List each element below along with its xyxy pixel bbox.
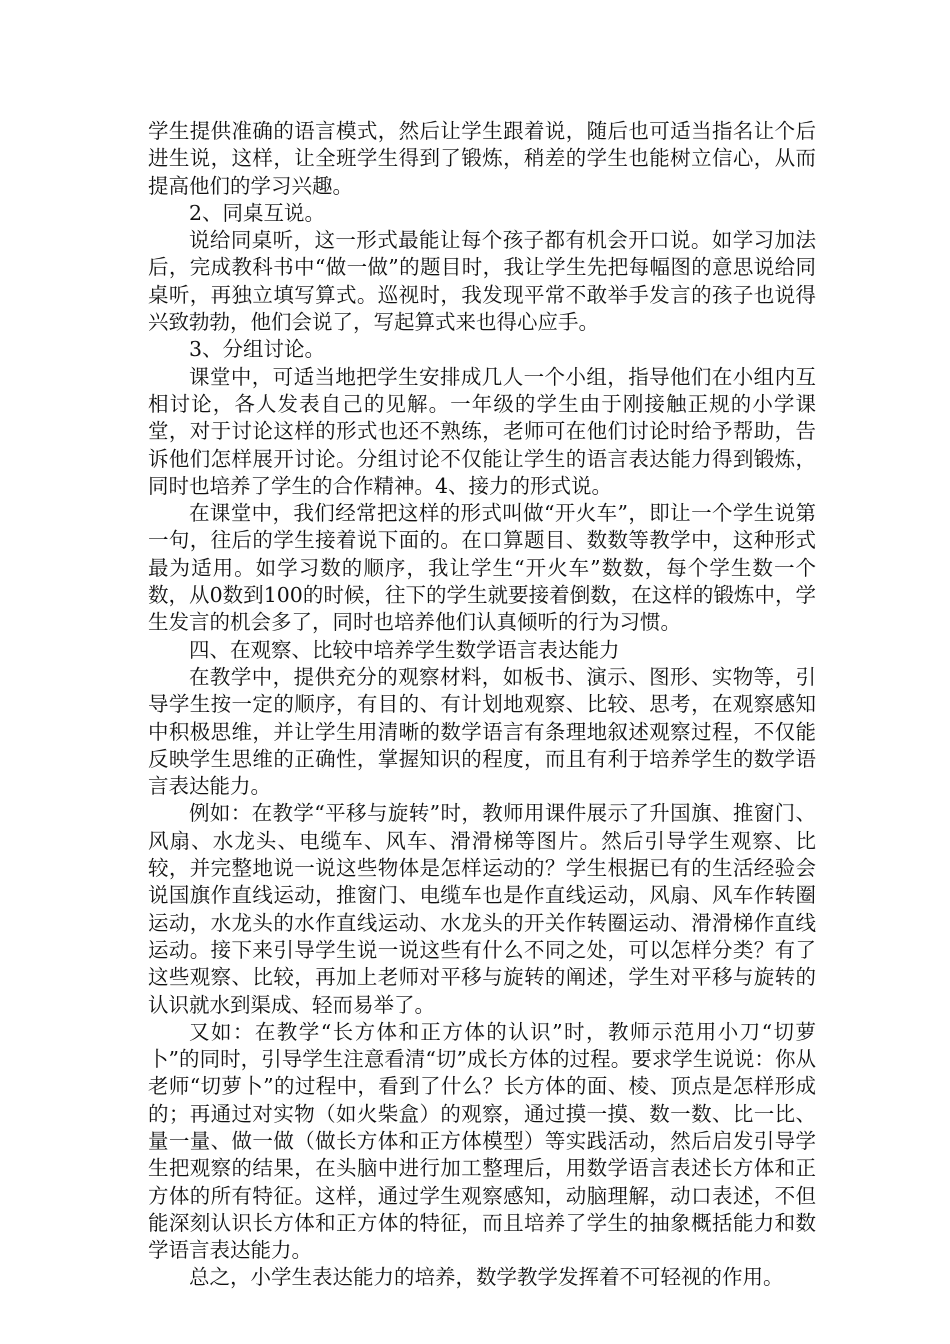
paragraph-group-discussion: 课堂中，可适当地把学生安排成几人一个小组，指导他们在小组内互相讨论，各人发表自己的见解。一年级的学生由于刚接触正规的小学课堂，对于讨论这样的形式也还不熟练，老师可在他们讨论时给予帮助，告诉他们怎样展开讨论。分组讨论不仅能让学生的语言表达能力得到锻炼，同时也培养了学生的合作精神。4、接力的形式说。	[148, 364, 816, 498]
heading-group-discussion: 3、分组讨论。	[189, 337, 326, 362]
section-heading-observation: 四、在观察、比较中培养学生数学语言表达能力	[189, 637, 620, 662]
paragraph-desk-partner: 说给同桌听，这一形式最能让每个孩子都有机会开口说。如学习加法后，完成教科书中“做一做”的题目时，我让学生先把每幅图的意思说给同桌听，再独立填写算式。巡视时，我发现平常不敢举手发言的孩子也说得兴致勃勃，他们会说了，写起算式来也得心应手。	[148, 228, 816, 335]
paragraph-example-cuboid: 又如：在教学“长方体和正方体的认识”时，教师示范用小刀“切萝卜”的同时，引导学生注意看清“切”成长方体的过程。要求学生说说：你从老师“切萝卜”的过程中，看到了什么？长方体的面、棱、顶点是怎样形成的；再通过对实物（如火柴盒）的观察，通过摸一摸、数一数、比一比、量一量、做一做（做长方体和正方体模型）等实践活动，然后启发引导学生把观察的结果，在头脑中进行加工整理后，用数学语言表述长方体和正方体的所有特征。这样，通过学生观察感知，动脑理解，动口表述，不但能深刻认识长方体和正方体的特征，而且培养了学生的抽象概括能力和数学语言表达能力。	[148, 1019, 816, 1263]
paragraph-example-translation-rotation: 例如：在教学“平移与旋转”时，教师用课件展示了升国旗、推窗门、风扇、水龙头、电缆车、风车、滑滑梯等图片。然后引导学生观察、比较，并完整地说一说这些物体是怎样运动的？学生根据已有的生活经验会说国旗作直线运动，推窗门、电缆车也是作直线运动，风扇、风车作转圈运动，水龙头的水作直线运动、水龙头的开关作转圈运动、滑滑梯作直线运动。接下来引导学生说一说这些有什么不同之处，可以怎样分类？有了这些观察、比较，再加上老师对平移与旋转的阐述，学生对平移与旋转的认识就水到渠成、轻而易举了。	[148, 801, 816, 1017]
document-body	[148, 118, 816, 1292]
paragraph-observation: 在教学中，提供充分的观察材料，如板书、演示、图形、实物等，引导学生按一定的顺序，有目的、有计划地观察、比较、思考，在观察感知中积极思维，并让学生用清晰的数学语言有条理地叙述观察过程，不仅能反映学生思维的正确性，掌握知识的程度，而且有利于培养学生的数学语言表达能力。	[148, 664, 816, 799]
paragraph-relay-train: 在课堂中，我们经常把这样的形式叫做“开火车”，即让一个学生说第一句，往后的学生接着说下面的。在口算题目、数数等教学中，这种形式最为适用。如学习数的顺序，我让学生“开火车”数数，每个学生数一个数，从0数到100的时候，往下的学生就要接着倒数，在这样的锻炼中，学生发言的机会多了，同时也培养他们认真倾听的行为习惯。	[148, 501, 816, 635]
paragraph-continuation: 学生提供准确的语言模式，然后让学生跟着说，随后也可适当指名让个后进生说，这样，让全班学生得到了锻炼，稍差的学生也能树立信心，从而提高他们的学习兴趣。	[148, 119, 816, 198]
paragraph-conclusion: 总之，小学生表达能力的培养，数学教学发挥着不可轻视的作用。	[189, 1265, 784, 1290]
heading-desk-partner-talk: 2、同桌互说。	[189, 200, 326, 225]
